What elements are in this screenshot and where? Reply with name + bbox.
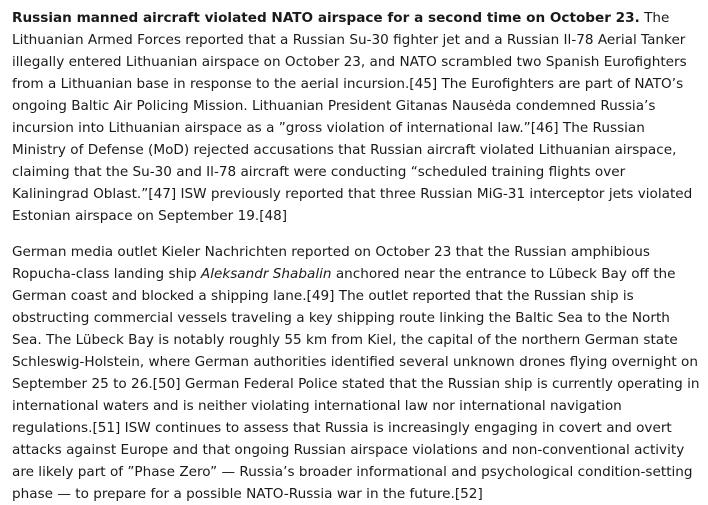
paragraph-text-end: anchored near the entrance to Lübeck Bay off the German coast and blocked a shipping lane.[49] The outlet reported that the Russian ship is obstructing commercial vessels traveling a key shipping route linking the Baltic Sea to the North Sea. The Lübeck Bay is notably roughly 55 km from Kiel, the capital of the northern German state Schleswig-Holstein, where German authorities identified several unknown drones flying overnight on September 25 to 26.[50] German Federal Police stated that the Russian ship is currently operating in international waters and is neither violating international law nor international navigation regulations.[51] ISW continues to assess that Russia is increasingly engaging in covert and overt attacks against Europe and that ongoing Russian airspace violations and non-conventional activity are likely part of ”Phase Zero” — Russia’s broader informational and psychological condition-setting phase — to prepare for a possible NATO-Russia war in the future.[52]	[12, 266, 700, 502]
paragraph-airspace-violation	[12, 7, 702, 227]
paragraph-landing-ship	[12, 241, 702, 505]
paragraph-body-text: The Lithuanian Armed Forces reported that a Russian Su-30 fighter jet and a Russian Il-78 Aerial Tanker illegally entered Lithuanian airspace on October 23, and NATO scrambled two Spanish Eurofighters from a Lithuanian base in response to the aerial incursion.[45] The Eurofighters are part of NATO’s ongoing Baltic Air Policing Mission. Lithuanian President Gitanas Nausėda condemned Russia’s incursion into Lithuanian airspace as a ”gross violation of international law.”[46] The Russian Ministry of Defense (MoD) rejected accusations that Russian aircraft violated Lithuanian airspace, claiming that the Su-30 and Il-78 aircraft were conducting “scheduled training flights over Kaliningrad Oblast.”[47] ISW previously reported that three Russian MiG-31 interceptor jets violated Estonian airspace on September 19.[48]	[12, 10, 693, 224]
paragraph-lead-sentence: Russian manned aircraft violated NATO airspace for a second time on October 23.	[12, 10, 640, 26]
paragraph-text-start: German media outlet Kieler Nachrichten reported on October 23 that the Russian amphibious Ropucha-class landing ship	[12, 244, 650, 282]
ship-name: Aleksandr Shabalin	[200, 266, 332, 282]
